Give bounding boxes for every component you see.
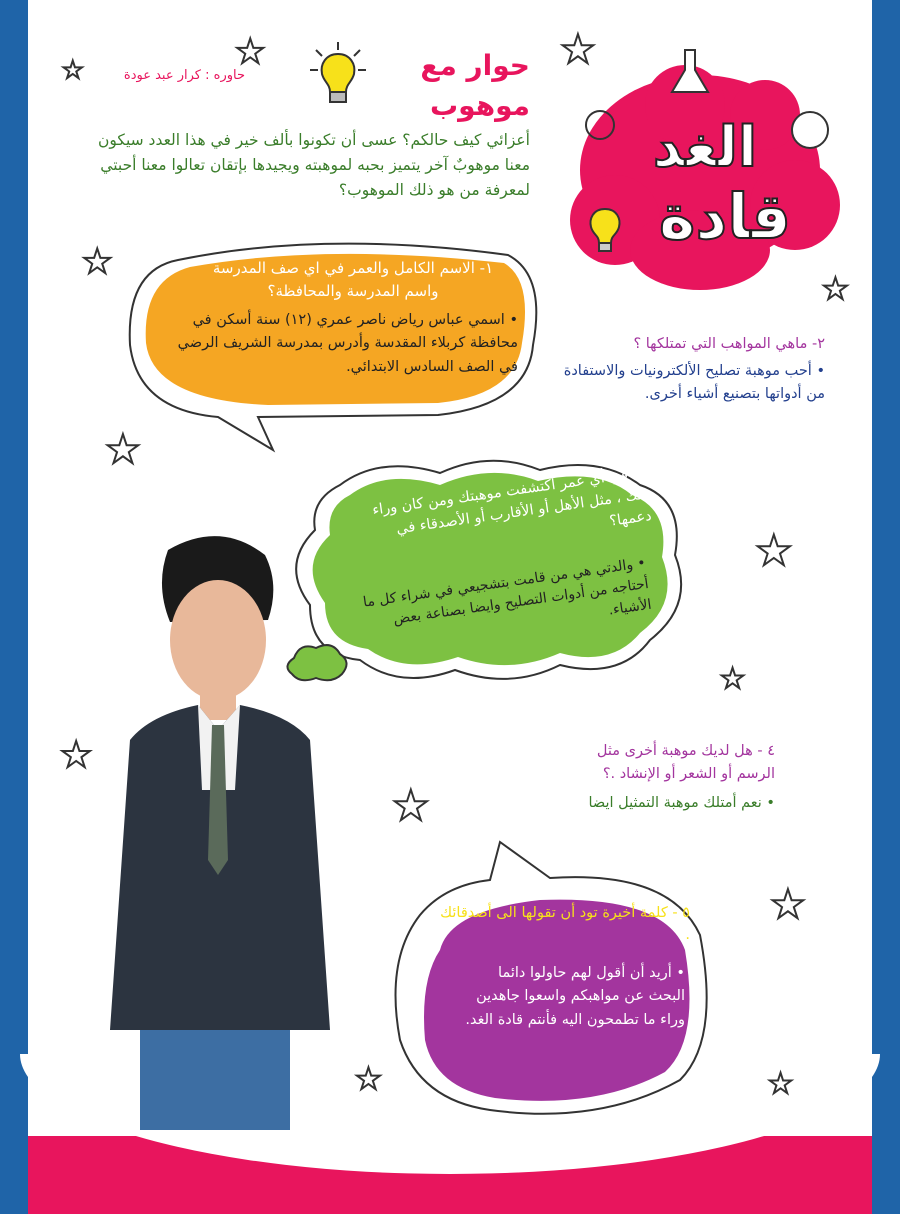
intro-paragraph: أعزائي كيف حالكم؟ عسى أن تكونوا بألف خير في هذا العدد سيكون معنا موهوبٌ آخر يتميز بحبه لموهبته ويجيدها بإتقان تعالوا معنا أحبتي لمعرفة من هو ذلك الموهوب؟ <box>98 131 530 200</box>
star-icon: ★ <box>392 781 430 830</box>
interviewer-credit: حاوره : كرار عبد عودة <box>123 68 245 83</box>
star-icon: ★ <box>755 526 793 575</box>
q3-question: ٣- في أي عمر اكتشفت موهبتك ومن كان وراء ذلك ، مثل الأهل أو الأقارب أو الأصدقاء في دعمها؟ <box>371 464 653 538</box>
title-line2: موهوب <box>430 89 530 122</box>
star-icon: ★ <box>82 242 113 282</box>
star-icon: ★ <box>105 427 141 473</box>
star-icon: ★ <box>235 32 266 72</box>
q1-question: ١- الاسم الكامل والعمر في اي صف المدرسة واسم المدرسة والمحافظة؟ <box>212 259 494 301</box>
q4-answer: • نعم أمتلك موهبة التمثيل ايضا <box>588 795 775 811</box>
logo <box>550 27 860 300</box>
q3-answer: • والدتي هي من قامت بتشجيعي في شراء كل ما أحتاجه من أدوات التصليح وايضا بصناعة بعض الأشياء. <box>362 555 653 628</box>
logo-text-2: قادة <box>658 180 792 253</box>
left-border <box>0 0 28 1214</box>
q5-question: ٥ - كلمة أخيرة تود أن تقولها الى أصدقائك . <box>440 905 690 944</box>
star-icon: ★ <box>355 1062 382 1097</box>
star-icon: ★ <box>768 1067 794 1100</box>
star-icon: ★ <box>62 56 84 84</box>
q2-answer: • أحب موهبة تصليح الألكترونيات والاستفادة من أدواتها بتصنيع أشياء أخرى. <box>563 363 825 403</box>
lightbulb-icon <box>308 40 368 110</box>
student-photo <box>90 530 350 1130</box>
q5-bubble <box>380 840 710 1120</box>
logo-text-1: الغد <box>652 115 758 180</box>
q1-bubble <box>108 235 540 455</box>
star-icon: ★ <box>560 27 596 73</box>
q5-answer: • أريد أن أقول لهم حاولوا دائما البحث عن مواهبكم واسعوا جاهدين وراء ما تطمحون اليه فأنتم قادة الغد. <box>465 965 685 1028</box>
q1-answer: • اسمي عباس رياض ناصر عمري (١٢) سنة أسكن في محافظة كربلاء المقدسة وأدرس بمدرسة الشريف الرضي في الصف السادس الابتدائي. <box>177 312 518 375</box>
star-icon: ★ <box>770 882 806 928</box>
logo-lightbulb-icon <box>585 205 625 255</box>
title-line1: حوار مع <box>420 49 530 82</box>
star-icon: ★ <box>720 662 746 695</box>
q4-question: ٤ - هل لديك موهبة أخرى مثل الرسم أو الشعر أو الإنشاد .؟ <box>596 743 775 783</box>
star-icon: ★ <box>60 735 93 776</box>
right-border <box>872 0 900 1214</box>
star-icon: ★ <box>822 272 849 307</box>
q2-question: ٢- ماهي المواهب التي تمتلكها ؟ <box>633 336 825 352</box>
